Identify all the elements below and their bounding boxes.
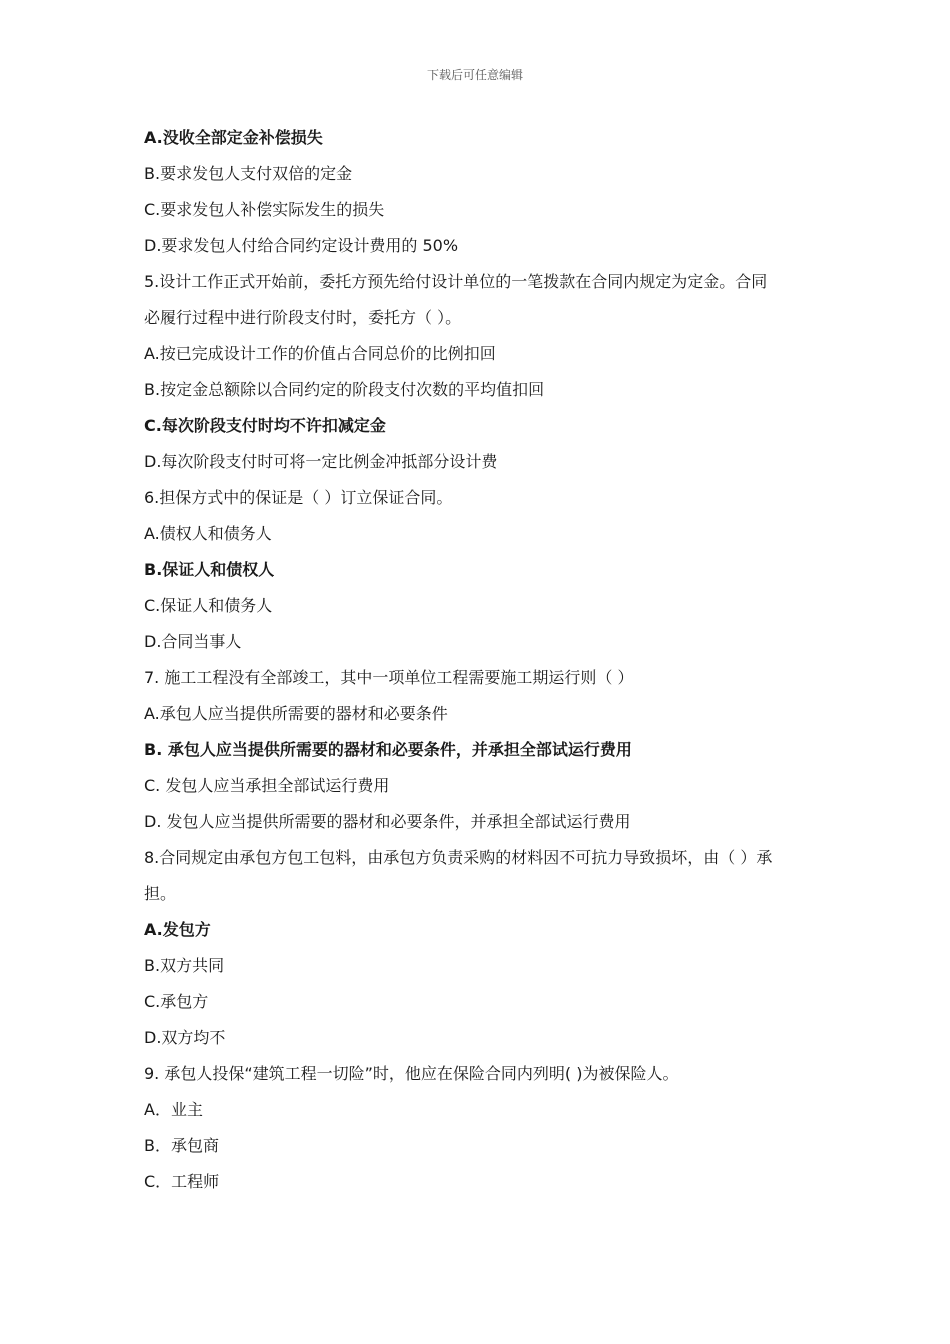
option-c-q8: C.承包方: [144, 992, 209, 1011]
question-5: 5.设计工作正式开始前，委托方预先给付设计单位的一笔拨款在合同内规定为定金。合同: [144, 272, 768, 291]
option-a-q9: A．业主: [144, 1100, 203, 1119]
option-a-q4: A.没收全部定金补偿损失: [144, 128, 323, 147]
option-a-q7: A.承包人应当提供所需要的器材和必要条件: [144, 704, 448, 723]
option-a-q6: A.债权人和债务人: [144, 524, 272, 543]
option-d-q6: D.合同当事人: [144, 632, 242, 651]
option-d-q7: D. 发包人应当提供所需要的器材和必要条件，并承担全部试运行费用: [144, 812, 631, 831]
question-6: 6.担保方式中的保证是（ ）订立保证合同。: [144, 488, 453, 507]
option-c-q5: C.每次阶段支付时均不许扣减定金: [144, 416, 386, 435]
option-b-q8: B.双方共同: [144, 956, 225, 975]
option-a-q8: A.发包方: [144, 920, 211, 939]
question-8: 8.合同规定由承包方包工包料，由承包方负责采购的材料因不可抗力导致损坏，由（ ）承: [144, 848, 773, 867]
option-b-q7: B. 承包人应当提供所需要的器材和必要条件，并承担全部试运行费用: [144, 740, 632, 759]
option-c-q7: C. 发包人应当承担全部试运行费用: [144, 776, 390, 795]
document-body: [144, 120, 809, 1200]
option-b-q4: B.要求发包人支付双倍的定金: [144, 164, 353, 183]
option-b-q6: B.保证人和债权人: [144, 560, 275, 579]
question-7: 7. 施工工程没有全部竣工，其中一项单位工程需要施工期运行则（ ）: [144, 668, 634, 687]
option-c-q6: C.保证人和债务人: [144, 596, 273, 615]
option-d-q4: D.要求发包人付给合同约定设计费用的 50%: [144, 236, 459, 255]
page-header: 下载后可任意编辑: [426, 68, 523, 82]
question-5-cont: 必履行过程中进行阶段支付时，委托方（ ）。: [144, 308, 462, 327]
question-9: 9. 承包人投保“建筑工程一切险”时，他应在保险合同内列明( )为被保险人。: [144, 1064, 679, 1083]
option-b-q9: B．承包商: [144, 1136, 219, 1155]
option-d-q8: D.双方均不: [144, 1028, 226, 1047]
option-a-q5: A.按已完成设计工作的价值占合同总价的比例扣回: [144, 344, 496, 363]
option-d-q5: D.每次阶段支付时可将一定比例金冲抵部分设计费: [144, 452, 498, 471]
option-b-q5: B.按定金总额除以合同约定的阶段支付次数的平均值扣回: [144, 380, 545, 399]
option-c-q9: C．工程师: [144, 1172, 220, 1191]
option-c-q4: C.要求发包人补偿实际发生的损失: [144, 200, 385, 219]
question-8-cont: 担。: [144, 884, 177, 903]
